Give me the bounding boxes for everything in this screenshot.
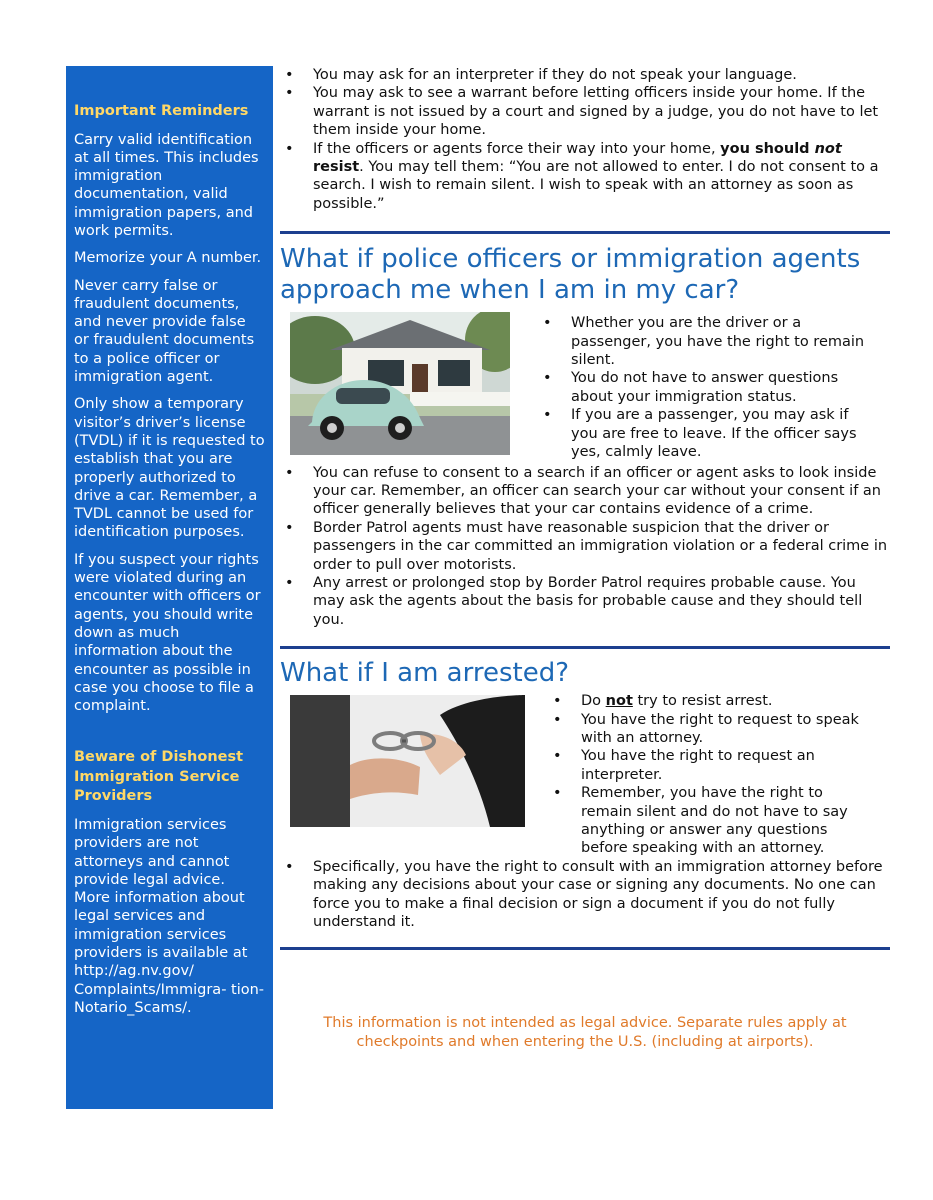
list-item: • Border Patrol agents must have reasonable suspicion that the driver or passengers in the car committed an immigration violation or a federal crime in order to pull over motorists. xyxy=(280,519,890,574)
car-section-heading: What if police officers or immigration agents approach me when I am in my car? xyxy=(280,244,861,306)
section-divider xyxy=(280,231,890,234)
handcuffs-photo xyxy=(290,695,525,827)
list-item: • You may ask to see a warrant before letting officers inside your home. If the warrant is not issued by a court and signed by a judge, you do not have to let them inside your home. xyxy=(280,84,890,139)
reminder-identification: Carry valid identification at all times. This includes immigration documentation, valid immigration papers, and work permits. xyxy=(74,131,259,239)
list-item: • You have the right to request an interpreter. xyxy=(548,747,878,784)
section-divider xyxy=(280,947,890,950)
house-car-illustration xyxy=(290,312,510,455)
list-item: • You do not have to answer questions about your immigration status. xyxy=(538,369,868,406)
main-column xyxy=(280,66,890,950)
sidebar xyxy=(66,66,273,1109)
list-item: • You have the right to request to speak with an attorney. xyxy=(548,711,878,748)
handcuffs-illustration xyxy=(290,695,525,827)
list-item: • You may ask for an interpreter if they do not speak your language. xyxy=(280,66,890,84)
legal-disclaimer: This information is not intended as legal advice. Separate rules apply at checkpoints and when entering the U.S. (including at airports). xyxy=(323,1015,847,1050)
list-item: • Specifically, you have the right to consult with an immigration attorney before making any decisions about your case or signing any documents. No one can force you to make a final decision or sign a document if you do not fully understand it. xyxy=(280,858,890,932)
list-item: • Do not try to resist arrest. xyxy=(548,692,878,710)
arrest-section-heading: What if I am arrested? xyxy=(280,658,569,689)
reminder-complaint: If you suspect your rights were violated during an encounter with officers or agents, you should write down as much information about the encounter as possible in case you choose to file a complaint. xyxy=(74,551,261,715)
sidebar-heading-dishonest-providers: Beware of Dishonest Immigration Service Providers xyxy=(74,749,244,805)
list-item: • Any arrest or prolonged stop by Border Patrol requires probable cause. You may ask the agents about the basis for probable cause and they should tell you. xyxy=(280,574,890,629)
sidebar-heading-reminders: Important Reminders xyxy=(74,103,249,119)
section-divider xyxy=(280,646,890,649)
list-item: • If you are a passenger, you may ask if you are free to leave. If the officer says yes, calmly leave. xyxy=(538,406,868,461)
list-item: • You can refuse to consent to a search if an officer or agent asks to look inside your car. Remember, an officer can search your car without your consent if an officer generally believes that your car contains evidence of a crime. xyxy=(280,464,890,519)
arrest-side-list xyxy=(548,692,878,858)
car-full-list xyxy=(280,464,890,630)
providers-paragraph: Immigration services providers are not attorneys and cannot provide legal advice. More information about legal services and immigration services providers is available at http://ag.nv.gov/ Complaints/Immigra- tion-Notario_Scams/. xyxy=(74,816,265,1016)
arrest-full-list xyxy=(280,858,890,932)
reminder-false-documents: Never carry false or fraudulent documents, and never provide false or fraudulent documents to a police officer or immigration agent. xyxy=(74,277,255,386)
reminder-tvdl: Only show a temporary visitor’s driver’s license (TVDL) if it is requested to establish that you are properly authorized to drive a car. Remember, a TVDL cannot be used for identification purposes. xyxy=(74,396,265,541)
arrest-section xyxy=(280,658,890,931)
reminder-a-number: Memorize your A number. xyxy=(74,250,262,267)
list-item: • Whether you are the driver or a passenger, you have the right to remain silent. xyxy=(538,314,868,369)
car-side-list xyxy=(538,314,868,461)
house-car-photo xyxy=(290,312,510,455)
car-section xyxy=(280,244,890,629)
list-item: • If the officers or agents force their way into your home, you should not resist. You may tell them: “You are not allowed to enter. I do not consent to a search. I wish to remain silent. I wish to speak with an attorney as soon as possible.” xyxy=(280,140,890,214)
list-item: • Remember, you have the right to remain silent and do not have to say anything or answer any questions before speaking with an attorney. xyxy=(548,784,878,858)
home-rights-list xyxy=(280,66,890,213)
